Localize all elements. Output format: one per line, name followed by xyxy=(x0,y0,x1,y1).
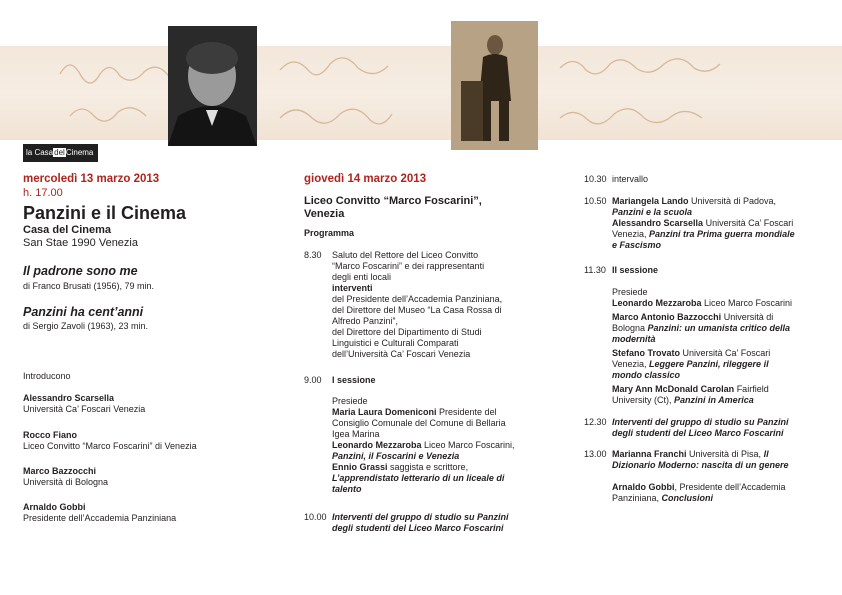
talk-title: Panzini tra Prima guerra mondiale xyxy=(649,229,795,239)
speaker-name: Arnaldo Gobbi xyxy=(612,482,675,492)
speaker-role: Università di Pisa, xyxy=(686,449,764,459)
text-line: Linguistici e Culturali Comparati xyxy=(332,338,459,348)
text-line: Consiglio Comunale del Comune di Bellaria xyxy=(332,418,506,428)
time-900: 9.00 xyxy=(304,375,322,385)
talk-title: Panzini: un umanista critico della xyxy=(647,323,791,333)
text-line: del Presidente dell’Accademia Panziniana, xyxy=(332,294,503,304)
portrait-photo-panzini xyxy=(168,26,257,146)
speaker-name: Marco Antonio Bazzocchi xyxy=(612,312,722,322)
speaker-name: Mariangela Lando xyxy=(612,196,689,206)
talk-title: mondo classico xyxy=(612,370,681,380)
speaker-role: Venezia, xyxy=(612,359,650,369)
time-1130: 11.30 xyxy=(584,265,606,275)
speaker-role: Bologna xyxy=(612,323,648,333)
speaker-affiliation: Università di Bologna xyxy=(23,477,109,487)
text-line: “Marco Foscarini” e dei rappresentanti xyxy=(332,261,485,271)
talk-title: Leggere Panzini, rileggere il xyxy=(649,359,769,369)
col1-title: Panzini e il Cinema xyxy=(23,203,187,223)
talk-title: Il xyxy=(763,449,769,459)
col2-date: giovedì 14 marzo 2013 xyxy=(304,173,427,185)
time-1230: 12.30 xyxy=(584,417,607,427)
venue-line: Venezia xyxy=(304,208,345,220)
col1-venue: Casa del Cinema xyxy=(23,224,112,236)
speaker-role: Presidente del xyxy=(436,407,497,417)
sessione1-heading: I sessione xyxy=(332,375,376,385)
programma-heading: Programma xyxy=(304,228,355,238)
talk-title: Panzini, il Foscarini e Venezia xyxy=(332,451,460,461)
speaker-item xyxy=(23,466,108,488)
film2-info: di Sergio Zavoli (1963), 23 min. xyxy=(23,321,149,331)
text-line: Interventi del gruppo di studio su Panzini xyxy=(612,417,789,427)
sessione1-block xyxy=(332,396,515,495)
speaker-role: Università di xyxy=(721,312,774,322)
text-line: degli studenti del Liceo Marco Foscarini xyxy=(612,428,784,438)
talk-title: Panzini e la scuola xyxy=(612,207,693,217)
speaker-name: Marianna Franchi xyxy=(612,449,687,459)
speaker-name: Maria Laura Domeniconi xyxy=(332,407,437,417)
speaker-role: Università di Padova, xyxy=(688,196,777,206)
speaker-role: Fairfield xyxy=(734,384,769,394)
speaker-affiliation: Università Ca’ Foscari Venezia xyxy=(23,404,146,414)
speaker-name: Leonardo Mezzaroba xyxy=(332,440,422,450)
logo-text-box: del xyxy=(54,148,65,157)
text-line: Alfredo Panzini”, xyxy=(332,316,399,326)
block-1300 xyxy=(612,449,789,504)
sessione2-heading: II sessione xyxy=(612,265,659,275)
col1-date: mercoledì 13 marzo 2013 xyxy=(23,173,160,185)
presiede-label: Presiede xyxy=(332,396,368,406)
speaker-role: Venezia, xyxy=(612,229,650,239)
col1-address: San Stae 1990 Venezia xyxy=(23,237,138,249)
time-830: 8.30 xyxy=(304,250,322,260)
speaker-role: Liceo Marco Foscarini, xyxy=(421,440,515,450)
talk-title: Conclusioni xyxy=(661,493,714,503)
speaker-role: Università Ca’ Foscari xyxy=(680,348,771,358)
text-line: dell’Università Ca’ Foscari Venezia xyxy=(332,349,471,359)
time-1030: 10.30 xyxy=(584,174,607,184)
speaker-role: Liceo Marco Foscarini xyxy=(701,298,793,308)
text-line: degli enti locali xyxy=(332,272,392,282)
speaker-affiliation: Liceo Convitto “Marco Foscarini” di Venezia xyxy=(23,441,197,451)
speaker-name: Alessandro Scarsella xyxy=(612,218,704,228)
talk-title: Panzini in America xyxy=(674,395,754,405)
speaker-item xyxy=(23,502,176,524)
talk-title: Dizionario Moderno: nascita di un genere xyxy=(612,460,789,470)
talk-title: L’apprendistato letterario di un liceale di xyxy=(332,473,505,483)
text-line: Igea Marina xyxy=(332,429,380,439)
speaker-role: University (Ct), xyxy=(612,395,675,405)
film1-info: di Franco Brusati (1956), 79 min. xyxy=(23,281,155,291)
gruppo2-block xyxy=(612,417,789,439)
speaker-item xyxy=(23,393,145,415)
speaker-item xyxy=(23,430,197,452)
text-line: degli studenti del Liceo Marco Foscarini xyxy=(332,523,504,533)
speaker-name: Arnaldo Gobbi xyxy=(23,502,86,512)
logo-text-left: la Casa xyxy=(26,148,54,157)
time-1300: 13.00 xyxy=(584,449,607,459)
speaker-name: Rocco Fiano xyxy=(23,430,78,440)
intro-label: Introducono xyxy=(23,371,71,381)
speaker-name: Leonardo Mezzaroba xyxy=(612,298,702,308)
venue-line: Liceo Convitto “Marco Foscarini”, xyxy=(304,195,482,207)
film2-title: Panzini ha cent’anni xyxy=(23,305,144,319)
text-line: Saluto del Rettore del Liceo Convitto xyxy=(332,250,479,260)
talk-title: e Fascismo xyxy=(612,240,662,250)
saluto-block xyxy=(332,250,502,360)
presiede-label: Presiede xyxy=(612,287,648,297)
speaker-name: Ennio Grassi xyxy=(332,462,388,472)
interventi-label: interventi xyxy=(332,283,373,293)
film1-title: Il padrone sono me xyxy=(23,264,138,278)
time-1050: 10.50 xyxy=(584,196,607,206)
text-line: del Direttore del Museo “La Casa Rossa di xyxy=(332,305,502,315)
speaker-role: saggista e scrittore, xyxy=(387,462,469,472)
talk-title: talento xyxy=(332,484,362,494)
sessione2-block xyxy=(612,287,792,406)
speaker-role: Panziniana, xyxy=(612,493,662,503)
logo-text-right: Cinema xyxy=(65,148,94,157)
time-1000: 10.00 xyxy=(304,512,327,522)
casa-del-cinema-logo xyxy=(23,144,98,162)
talk-title: modernità xyxy=(612,334,656,344)
handwriting-background xyxy=(0,46,842,140)
speaker-name: Mary Ann McDonald Carolan xyxy=(612,384,735,394)
header-banner xyxy=(0,46,842,140)
gruppo-block xyxy=(332,512,509,534)
text-line: del Direttore del Dipartimento di Studi xyxy=(332,327,482,337)
block-1050 xyxy=(612,196,795,251)
text-line: Interventi del gruppo di studio su Panzini xyxy=(332,512,509,522)
speaker-name: Stefano Trovato xyxy=(612,348,681,358)
speaker-name: Alessandro Scarsella xyxy=(23,393,115,403)
speaker-role: Università Ca’ Foscari xyxy=(703,218,794,228)
col2-venue xyxy=(304,195,482,221)
speaker-role: , Presidente dell’Accademia xyxy=(674,482,786,492)
young-man-photo xyxy=(451,21,538,150)
speaker-affiliation: Presidente dell’Accademia Panziniana xyxy=(23,513,177,523)
intervallo-label: intervallo xyxy=(612,174,649,184)
speaker-name: Marco Bazzocchi xyxy=(23,466,97,476)
col1-time: h. 17.00 xyxy=(23,187,63,199)
